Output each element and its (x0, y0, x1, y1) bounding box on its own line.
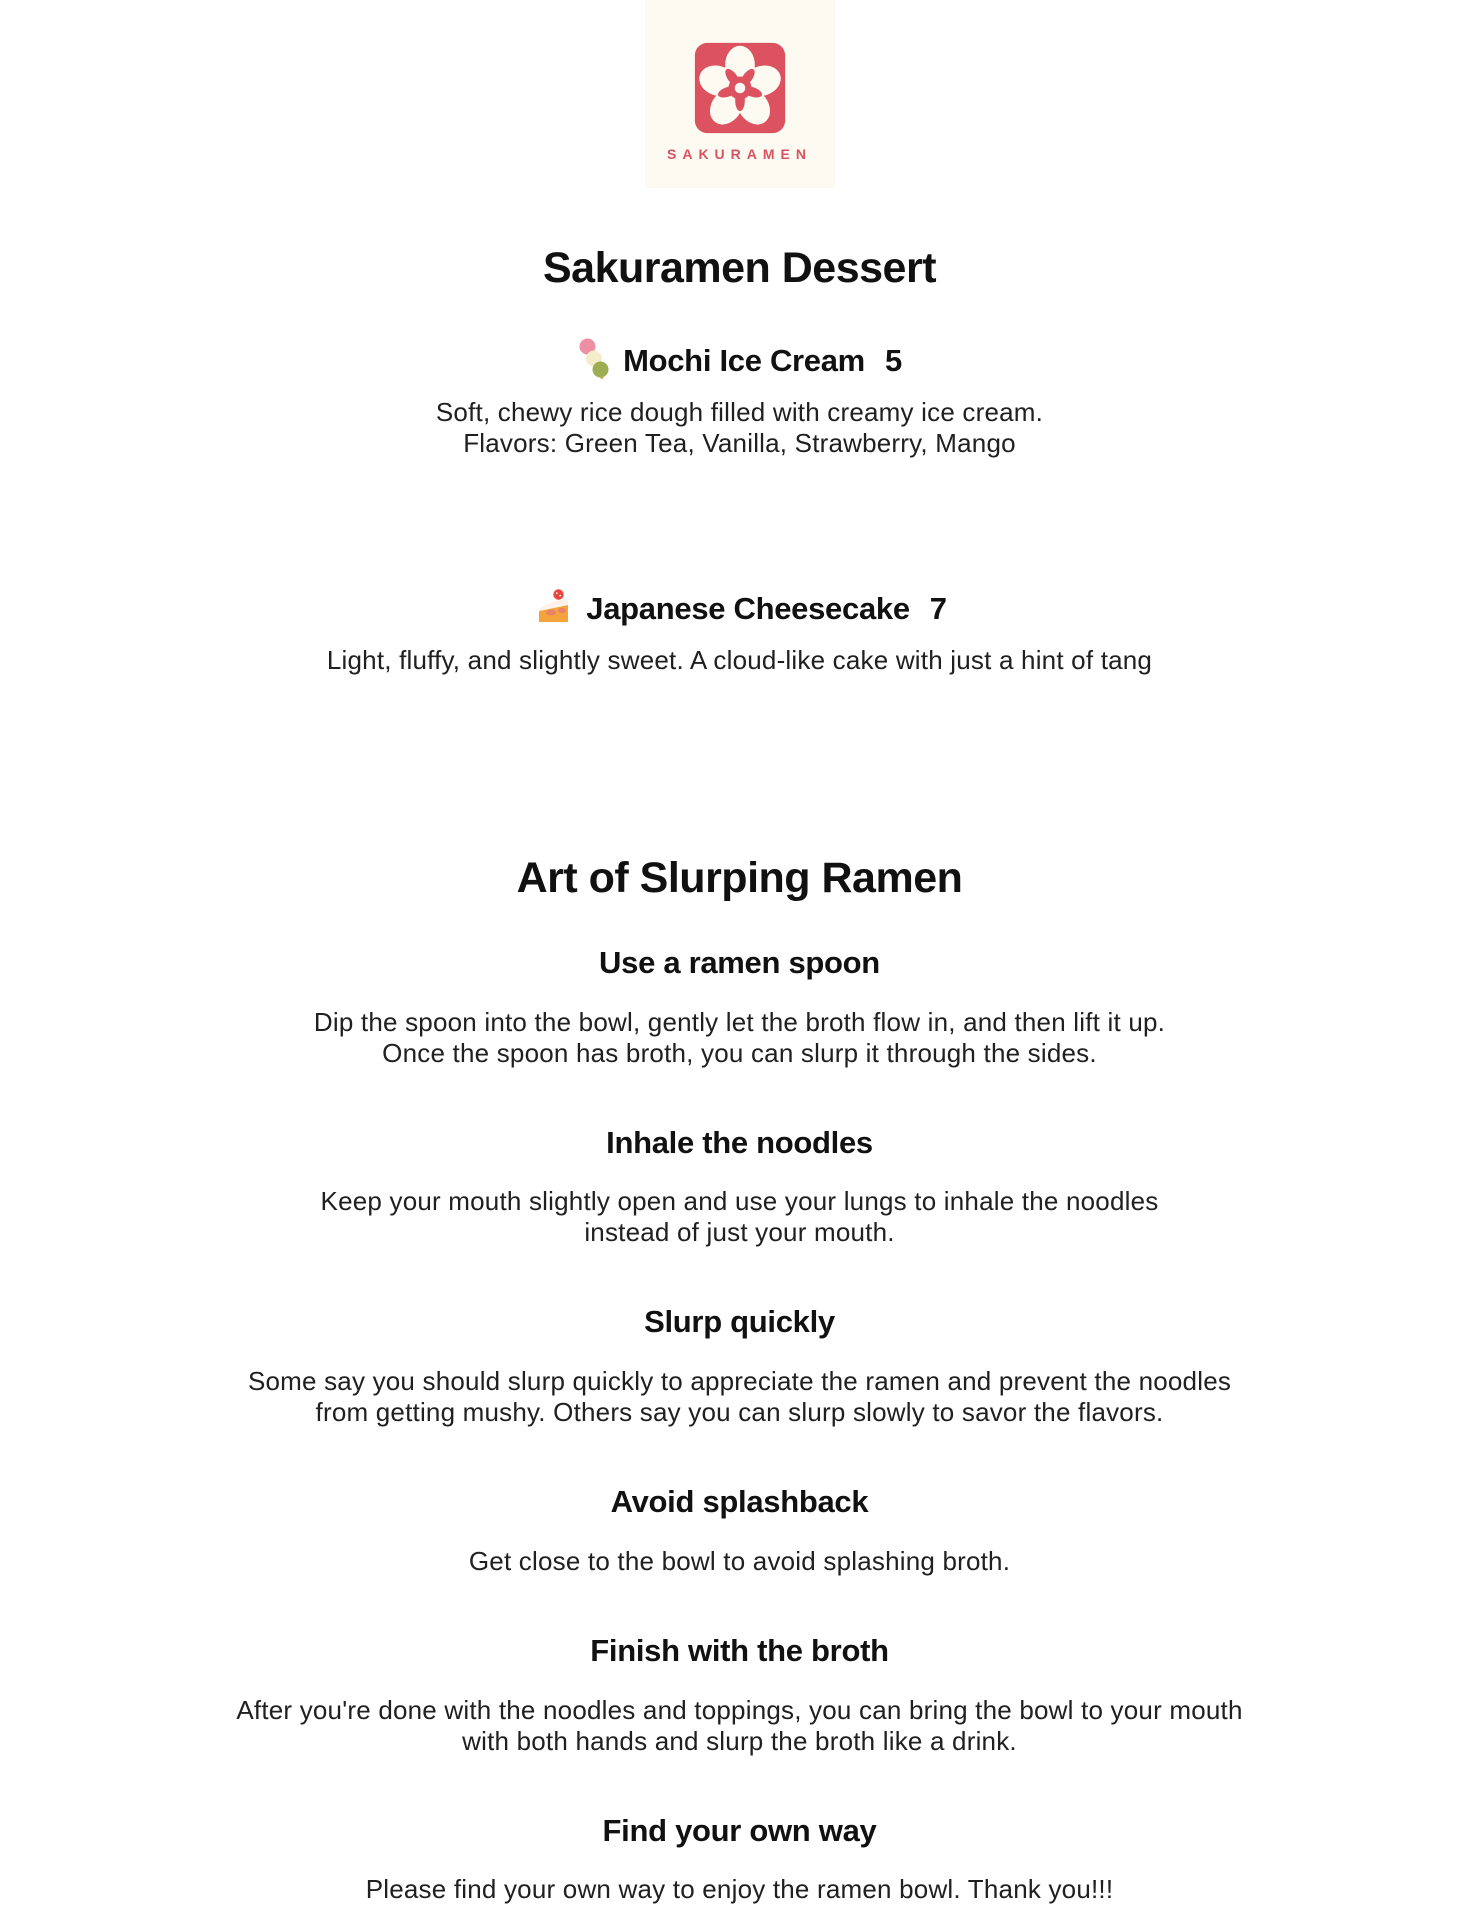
menu-item-cheesecake (0, 585, 1479, 676)
menu-item-name: Mochi Ice Cream (623, 343, 865, 378)
menu-item-name: Japanese Cheesecake (586, 591, 910, 626)
step-line: After you're done with the noodles and toppings, you can bring the bowl to your mouth (236, 1694, 1243, 1725)
description-line: Soft, chewy rice dough filled with creamy ice cream. (435, 397, 1044, 427)
dessert-section-title: Sakuramen Dessert (542, 244, 937, 292)
step-line: Once the spoon has broth, you can slurp it through the sides. (382, 1037, 1097, 1068)
guide-step (0, 1484, 1479, 1577)
step-line: Please find your own way to enjoy the ramen bowl. Thank you!!! (365, 1874, 1114, 1905)
step-heading: Find your own way (602, 1812, 877, 1848)
step-heading: Slurp quickly (644, 1304, 835, 1340)
description-line: Light, fluffy, and slightly sweet. A cloud-like cake with just a hint of tang (326, 645, 1153, 675)
step-heading: Avoid splashback (610, 1484, 869, 1520)
brand-name: SAKURAMEN (667, 146, 812, 162)
step-body (0, 1007, 1479, 1069)
step-heading: Use a ramen spoon (599, 945, 880, 980)
menu-item-description (0, 397, 1479, 459)
guide-section-title: Art of Slurping Ramen (516, 854, 963, 902)
step-body (0, 1874, 1479, 1905)
step-line: from getting mushy. Others say you can slurp slowly to savor the flavors. (315, 1397, 1164, 1428)
menu-item-price: 7 (929, 591, 947, 626)
sakura-logo-icon (692, 40, 788, 136)
step-body (0, 1695, 1479, 1757)
logo-block (645, 0, 835, 188)
menu-item-mochi (0, 337, 1479, 459)
step-heading: Finish with the broth (590, 1632, 889, 1668)
step-body (0, 1186, 1479, 1248)
step-line: Keep your mouth slightly open and use your lungs to inhale the noodles (320, 1186, 1159, 1217)
guide-step (0, 945, 1479, 1069)
guide-step (0, 1813, 1479, 1906)
step-body (0, 1366, 1479, 1428)
step-body (0, 1546, 1479, 1577)
dango-icon (577, 337, 611, 387)
step-line: with both hands and slurp the broth like a drink. (462, 1725, 1017, 1756)
step-line: Dip the spoon into the bowl, gently let the broth flow in, and then lift it up. (313, 1006, 1166, 1037)
guide-step (0, 1304, 1479, 1428)
step-line: Some say you should slurp quickly to appreciate the ramen and prevent the noodles (247, 1366, 1232, 1397)
shortcake-icon (532, 585, 574, 635)
guide-step (0, 1633, 1479, 1757)
step-line: instead of just your mouth. (584, 1217, 895, 1248)
guide-step (0, 1125, 1479, 1249)
menu-item-heading (0, 585, 1479, 635)
menu-item-price: 5 (884, 343, 902, 378)
description-line: Flavors: Green Tea, Vanilla, Strawberry, Mango (463, 428, 1016, 458)
menu-item-description (0, 645, 1479, 676)
menu-item-heading (0, 337, 1479, 387)
step-heading: Inhale the noodles (606, 1124, 873, 1160)
step-line: Get close to the bowl to avoid splashing broth. (468, 1545, 1011, 1576)
